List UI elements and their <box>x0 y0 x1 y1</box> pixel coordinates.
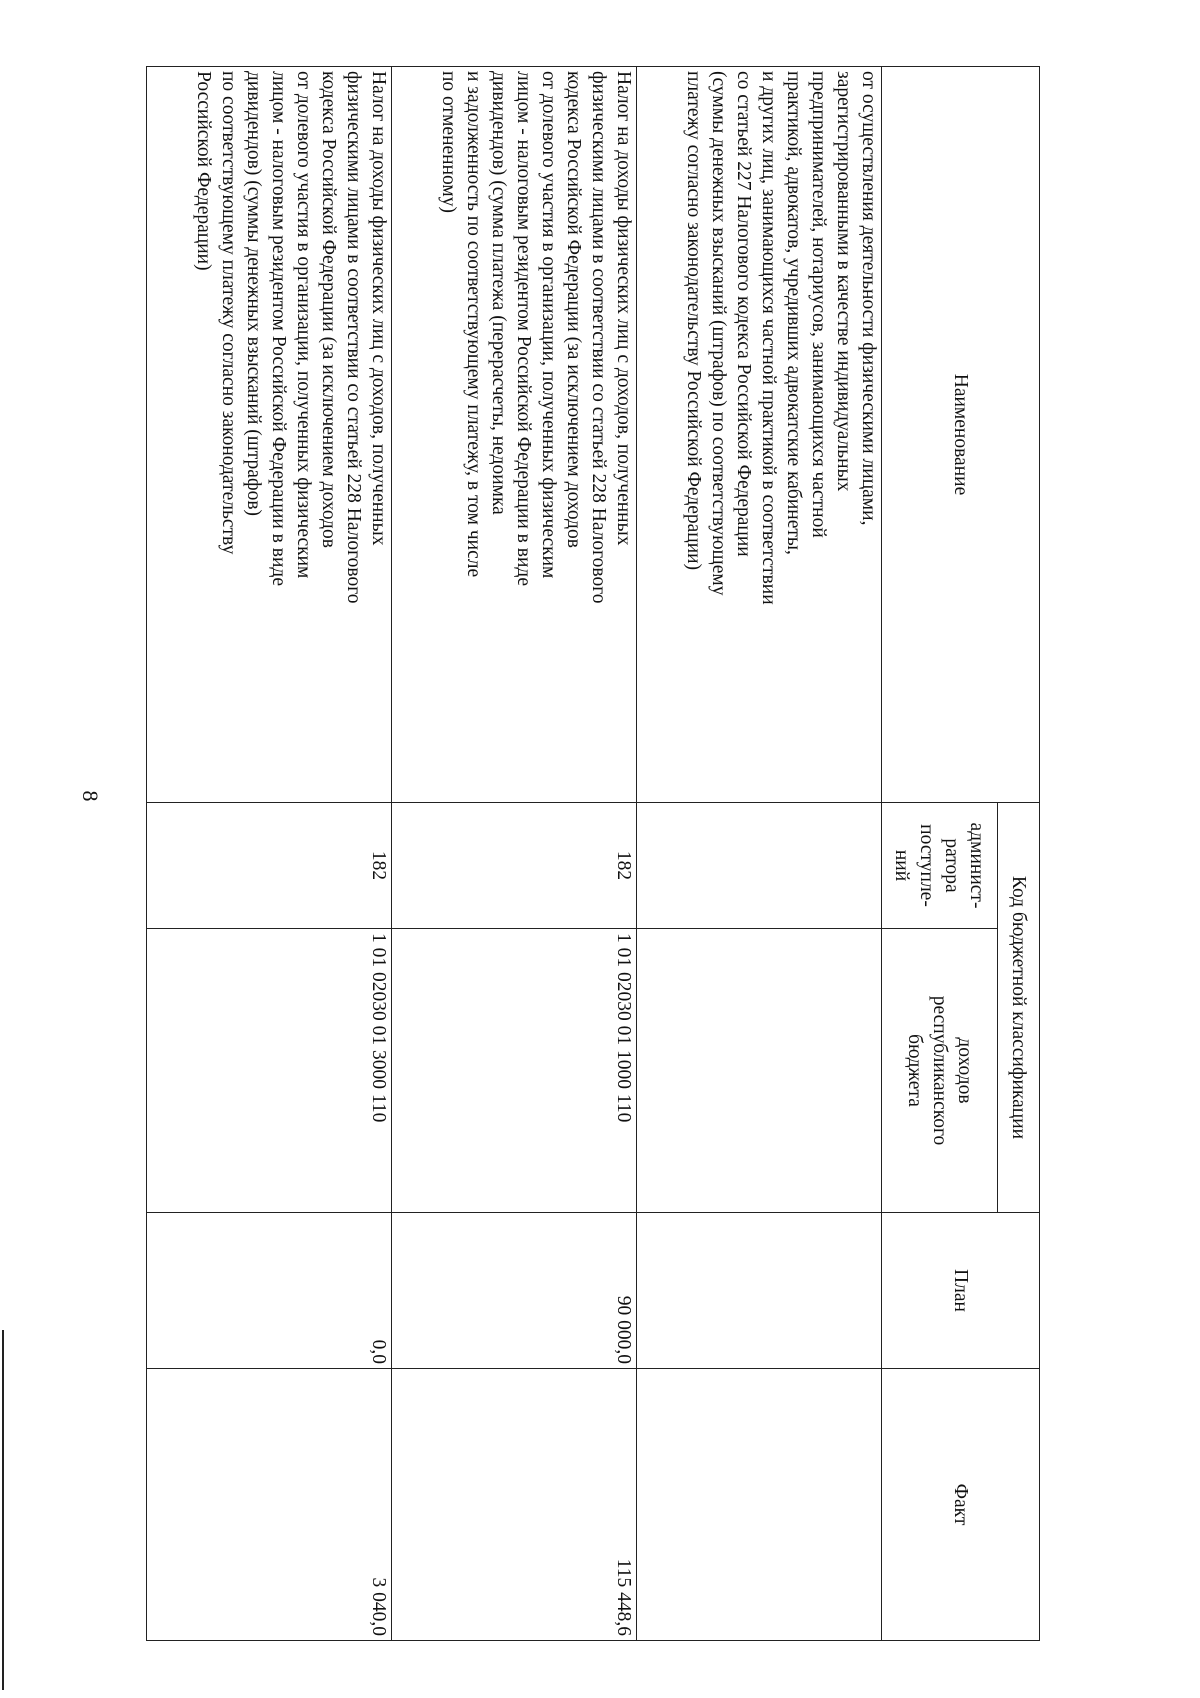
row-name-line: (суммы денежных взысканий (штрафов) по соответствующему <box>708 71 729 596</box>
scan-edge-mark <box>2 1330 4 1690</box>
row-fact-value: 115 448,6 <box>392 1369 637 1641</box>
header-admin <box>882 803 998 929</box>
row-name-line: кодекса Российской Федерации (за исключением доходов <box>563 71 584 548</box>
row-income-code <box>637 929 882 1213</box>
row-name-line: Налог на доходы физических лиц с доходов, полученных <box>368 71 389 546</box>
row-name-line: от долевого участия в организации, полученных физическим <box>293 71 314 579</box>
budget-table <box>146 66 1040 1641</box>
row-admin-code: 182 <box>392 803 637 929</box>
row-name-line: лицом - налоговым резидентом Российской Федерации в виде <box>513 71 534 586</box>
row-name-line: предпринимателей, нотариусов, занимающихся частной <box>808 71 829 538</box>
header-fact: Факт <box>882 1369 1040 1641</box>
row-name-line: зарегистрированными в качестве индивидуальных <box>833 71 854 492</box>
row-income-code: 1 01 02030 01 1000 110 <box>392 929 637 1213</box>
header-income-line: республиканского <box>929 995 950 1146</box>
header-admin-line: поступле- <box>916 824 938 907</box>
row-name-line: платежу согласно законодательству Российской Федерации) <box>683 71 704 571</box>
row-fact-value <box>637 1369 882 1641</box>
rotated-sheet <box>146 66 1040 1640</box>
row-name-line: физическими лицами в соответствии со статьей 228 Налогового <box>343 71 364 604</box>
row-name-line: со статьей 227 Налогового кодекса Российской Федерации <box>733 71 754 557</box>
table-row <box>392 67 637 1641</box>
row-name-line: Налог на доходы физических лиц с доходов, полученных <box>613 71 634 546</box>
row-name-line: лицом - налоговым резидентом Российской Федерации в виде <box>268 71 289 586</box>
row-name-line: дивидендов) (сумма платежа (перерасчеты, недоимка <box>488 71 509 515</box>
row-name-line: и задолженность по соответствующему платежу, в том числе <box>463 71 484 578</box>
header-income-line: доходов <box>954 1037 975 1104</box>
row-plan-value <box>637 1213 882 1369</box>
row-plan-value: 0,0 <box>147 1213 392 1369</box>
header-admin-line: ний <box>891 849 913 882</box>
row-name-line: и других лиц, занимающихся частной практикой в соответствии <box>758 71 779 605</box>
header-income-line: бюджета <box>904 1034 925 1107</box>
header-income <box>882 929 998 1213</box>
row-income-code: 1 01 02030 01 3000 110 <box>147 929 392 1213</box>
row-admin-code: 182 <box>147 803 392 929</box>
row-name <box>147 67 392 803</box>
row-name-line: дивидендов) (суммы денежных взысканий (штрафов) <box>243 71 264 517</box>
row-fact-value: 3 040,0 <box>147 1369 392 1641</box>
row-name-line: по отмененному) <box>438 71 459 213</box>
row-plan-value: 90 000,0 <box>392 1213 637 1369</box>
page-number: 8 <box>78 790 103 802</box>
row-name-line: Российской Федерации) <box>193 71 214 271</box>
row-name-line: от долевого участия в организации, полученных физическим <box>538 71 559 579</box>
header-admin-line: админист- <box>966 822 988 909</box>
table-row <box>637 67 882 1641</box>
row-name-line: кодекса Российской Федерации (за исключением доходов <box>318 71 339 548</box>
header-name: Наименование <box>882 67 1040 803</box>
row-name-line: практикой, адвокатов, учредивших адвокатские кабинеты, <box>783 71 804 555</box>
row-name-line: по соответствующему платежу согласно законодательству <box>218 71 239 555</box>
header-budget-code-group: Код бюджетной классификации <box>998 803 1040 1213</box>
header-admin-line: ратора <box>941 838 963 893</box>
row-name-line: физическими лицами в соответствии со статьей 228 Налогового <box>588 71 609 604</box>
table-row <box>147 67 392 1641</box>
header-row-top <box>998 67 1040 1641</box>
header-plan: План <box>882 1213 1040 1369</box>
row-name <box>637 67 882 803</box>
row-name-line: от осуществления деятельности физическими лицами, <box>858 71 879 526</box>
row-admin-code <box>637 803 882 929</box>
row-name <box>392 67 637 803</box>
